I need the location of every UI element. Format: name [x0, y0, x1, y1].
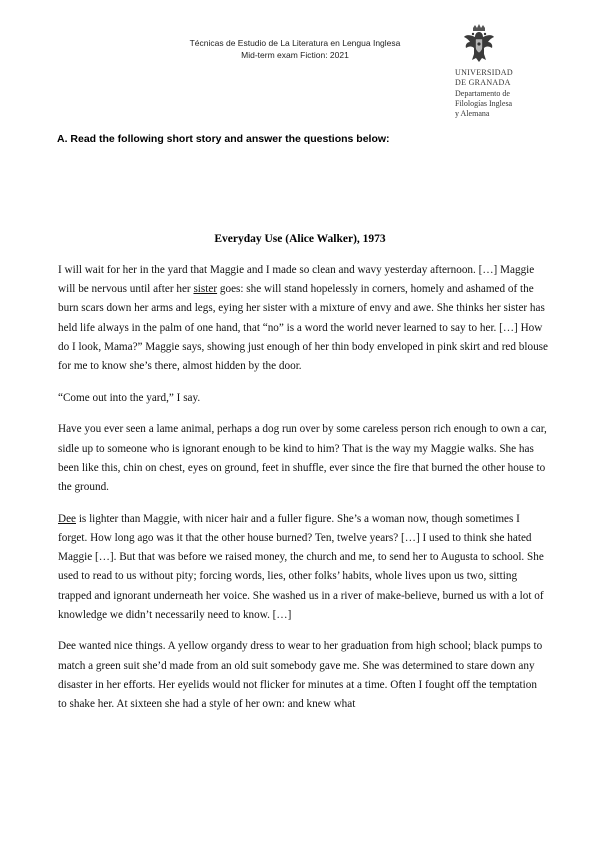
university-crest-icon	[461, 24, 497, 64]
paragraph: Have you ever seen a lame animal, perhaps a dog run over by some careless person rich enough to own a car, sidle up to someone who is ignorant enough to be kind to him? That is the way my Maggie walks. She has been like this, chin on chest, eyes on ground, feet in shuffle, ever since the fire that burned the other house to the ground.	[58, 423, 547, 494]
course-title: Técnicas de Estudio de La Literatura en Lengua Inglesa	[189, 38, 401, 48]
section-heading: A. Read the following short story and answer the questions below:	[57, 133, 390, 145]
paragraph: I will wait for her in the yard that Maggie and I made so clean and wavy yesterday afternoon. […] Maggie will be nervous until after her sister goes: she will stand hopelessly in corners, homely and ashamed of the burn scars down her arms and legs, eying her sister with a mixture of envy and awe. She thinks her sister has held life always in the palm of one hand, that “no” is a word the world never learned to say to her. […] How do I look, Mama?” Maggie says, showing just enough of her thin body enveloped in pink skirt and red blouse for me to know she’s there, almost hidden by the door.	[58, 264, 548, 373]
exam-header	[160, 37, 430, 61]
paragraph: Dee wanted nice things. A yellow organdy dress to wear to her graduation from high school; black pumps to match a green suit she’d made from an old suit somebody gave me. She was determined to stare down any disaster in her efforts. Her eyelids would not flicker for minutes at a time. Often I fought off the temptation to shake her. At sixteen she had a style of her own: and knew what	[58, 640, 543, 711]
underlined-word: sister	[193, 283, 218, 296]
department-name: Departamento de Filologías Inglesa y Alemana	[455, 89, 513, 118]
paragraph: “Come out into the yard,” I say.	[58, 391, 201, 404]
story-body	[58, 261, 548, 727]
underlined-word: Dee	[58, 512, 77, 525]
exam-subtitle: Mid-term exam Fiction: 2021	[241, 50, 349, 60]
story-title: Everyday Use (Alice Walker), 1973	[214, 233, 386, 245]
paragraph: Dee is lighter than Maggie, with nicer hair and a fuller figure. She’s a woman now, though sometimes I forget. How long ago was it that the other house burned? Ten, twelve years? […] I used to think she hated Maggie […]. But that was before we raised money, the church and me, to send her to Augusta to school. She used to read to us without pity; forcing words, lies, other folks’ habits, whole lives upon us two, sitting trapped and ignorant underneath her voice. She washed us in a river of make-believe, burned us with a lot of knowledge we didn’t necessarily need to know. […]	[58, 512, 544, 621]
university-name: UNIVERSIDAD DE GRANADA	[455, 68, 513, 87]
university-logo-block	[455, 24, 575, 119]
